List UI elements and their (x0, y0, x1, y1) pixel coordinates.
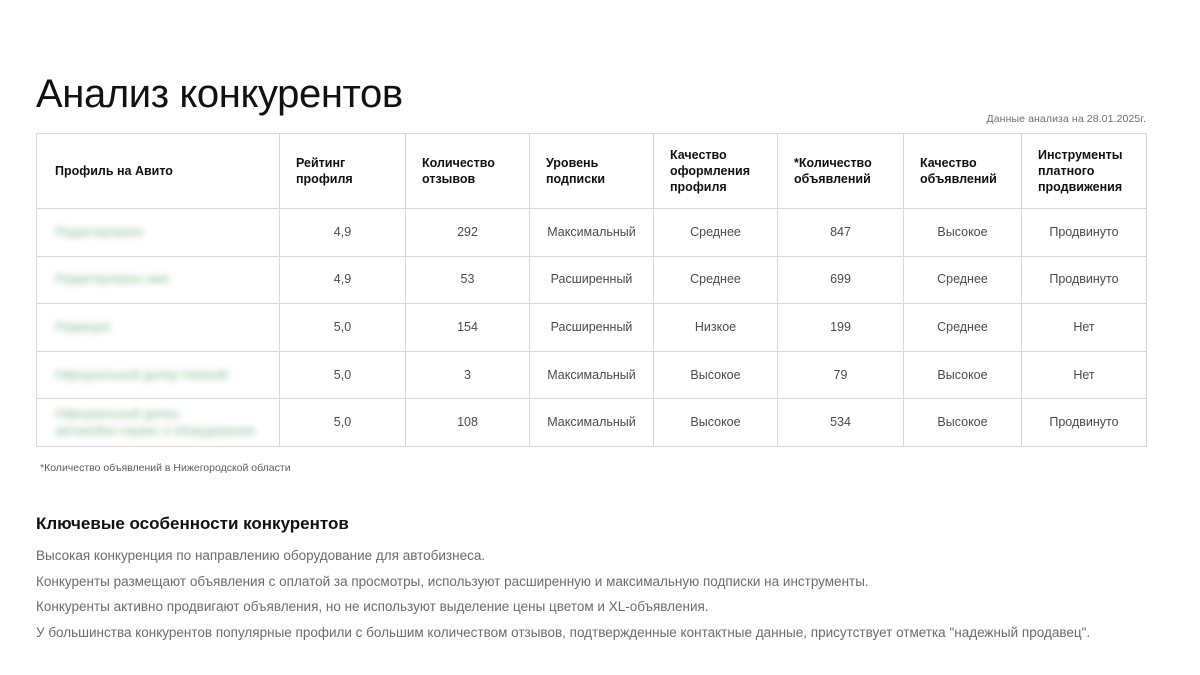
competitor-table-wrapper (36, 133, 1146, 447)
table-row (37, 399, 1147, 447)
column-header-profile (37, 134, 280, 209)
cell-subscription: Максимальный (530, 399, 654, 447)
table-row (37, 304, 1147, 352)
cell-listing-quality: Высокое (904, 209, 1022, 257)
cell-reviews: 154 (406, 304, 530, 352)
cell-profile-quality: Низкое (654, 304, 778, 352)
column-header-reviews (406, 134, 530, 209)
column-header-profile-quality-line3: профиля (670, 180, 727, 194)
cell-rating: 5,0 (280, 351, 406, 399)
finding-line: У большинства конкурентов популярные профили с большим количеством отзывов, подтвержденные контактные данные, присутствует отметка "надежный продавец". (36, 624, 1091, 640)
column-header-profile-quality (654, 134, 778, 209)
cell-reviews: 292 (406, 209, 530, 257)
column-header-profile-line1: Профиль на Авито (55, 164, 173, 178)
cell-subscription: Максимальный (530, 351, 654, 399)
cell-paid-promotion: Нет (1022, 304, 1147, 352)
column-header-paid-promotion-line1: Инструменты (1038, 148, 1123, 162)
page-title: Анализ конкурентов (36, 71, 403, 116)
column-header-profile-quality-line1: Качество (670, 148, 727, 162)
cell-listings-count: 79 (778, 351, 904, 399)
cell-profile-quality: Высокое (654, 399, 778, 447)
table-row (37, 256, 1147, 304)
column-header-rating-line1: Рейтинг (296, 156, 346, 170)
cell-reviews: 53 (406, 256, 530, 304)
column-header-rating (280, 134, 406, 209)
table-header-row (37, 134, 1147, 209)
findings-heading: Ключевые особенности конкурентов (36, 514, 349, 534)
table-row (37, 209, 1147, 257)
cell-reviews: 108 (406, 399, 530, 447)
cell-listings-count: 699 (778, 256, 904, 304)
cell-paid-promotion: Нет (1022, 351, 1147, 399)
column-header-paid-promotion-line3: продвижения (1038, 180, 1123, 194)
cell-profile-name (37, 209, 280, 257)
cell-profile-name (37, 351, 280, 399)
cell-subscription: Максимальный (530, 209, 654, 257)
column-header-listings-count (778, 134, 904, 209)
analysis-date-note: Данные анализа на 28.01.2025г. (986, 113, 1146, 125)
finding-line: Высокая конкуренция по направлению оборудование для автобизнеса. (36, 548, 486, 563)
cell-profile-name (37, 256, 280, 304)
finding-line: Конкуренты активно продвигают объявления, но не используют выделение цены цветом и XL-объявления. (36, 599, 709, 614)
column-header-paid-promotion-line2: платного (1038, 164, 1095, 178)
cell-paid-promotion: Продвинуто (1022, 256, 1147, 304)
column-header-listings-count-line1: *Количество (794, 156, 872, 170)
table-row (37, 351, 1147, 399)
cell-rating: 4,9 (280, 209, 406, 257)
findings-list (36, 543, 1166, 645)
cell-listing-quality: Высокое (904, 399, 1022, 447)
column-header-subscription-line2: подписки (546, 172, 606, 186)
table-header (37, 134, 1147, 209)
cell-profile-quality: Среднее (654, 209, 778, 257)
cell-listings-count: 199 (778, 304, 904, 352)
finding-line: Конкуренты размещают объявления с оплатой за просмотры, используют расширенную и максимальную подписки на инструменты. (36, 573, 869, 589)
redacted-profile-name: Редакция (55, 319, 111, 334)
cell-subscription: Расширенный (530, 304, 654, 352)
competitor-analysis-table (36, 133, 1147, 447)
cell-rating: 5,0 (280, 399, 406, 447)
column-header-reviews-line1: Количество (422, 156, 495, 170)
cell-listing-quality: Среднее (904, 304, 1022, 352)
cell-paid-promotion: Продвинуто (1022, 399, 1147, 447)
cell-reviews: 3 (406, 351, 530, 399)
column-header-subscription-line1: Уровень (546, 156, 599, 170)
cell-listing-quality: Высокое (904, 351, 1022, 399)
redacted-profile-name: Редактировано (55, 224, 144, 239)
cell-subscription: Расширенный (530, 256, 654, 304)
table-footnote: *Количество объявлений в Нижегородской области (40, 462, 291, 474)
column-header-rating-line2: профиля (296, 172, 353, 186)
cell-profile-name (37, 304, 280, 352)
column-header-listing-quality-line2: объявлений (920, 172, 997, 186)
column-header-paid-promotion (1022, 134, 1147, 209)
cell-listings-count: 534 (778, 399, 904, 447)
redacted-profile-name: Официальный дилер Нижний (55, 367, 228, 382)
table-body (37, 209, 1147, 447)
cell-profile-quality: Среднее (654, 256, 778, 304)
column-header-profile-quality-line2: оформления (670, 164, 751, 178)
column-header-reviews-line2: отзывов (422, 172, 476, 186)
cell-profile-name (37, 399, 280, 447)
cell-rating: 4,9 (280, 256, 406, 304)
redacted-profile-name: Редактировано имя (55, 272, 170, 287)
cell-rating: 5,0 (280, 304, 406, 352)
column-header-listing-quality (904, 134, 1022, 209)
cell-listing-quality: Среднее (904, 256, 1022, 304)
cell-listings-count: 847 (778, 209, 904, 257)
cell-profile-quality: Высокое (654, 351, 778, 399)
column-header-subscription (530, 134, 654, 209)
cell-paid-promotion: Продвинуто (1022, 209, 1147, 257)
redacted-profile-name-line2: автомойки сервис и оборудование (55, 423, 256, 438)
column-header-listings-count-line2: объявлений (794, 172, 871, 186)
column-header-listing-quality-line1: Качество (920, 156, 977, 170)
redacted-profile-name: Официальный дилер (55, 406, 179, 421)
